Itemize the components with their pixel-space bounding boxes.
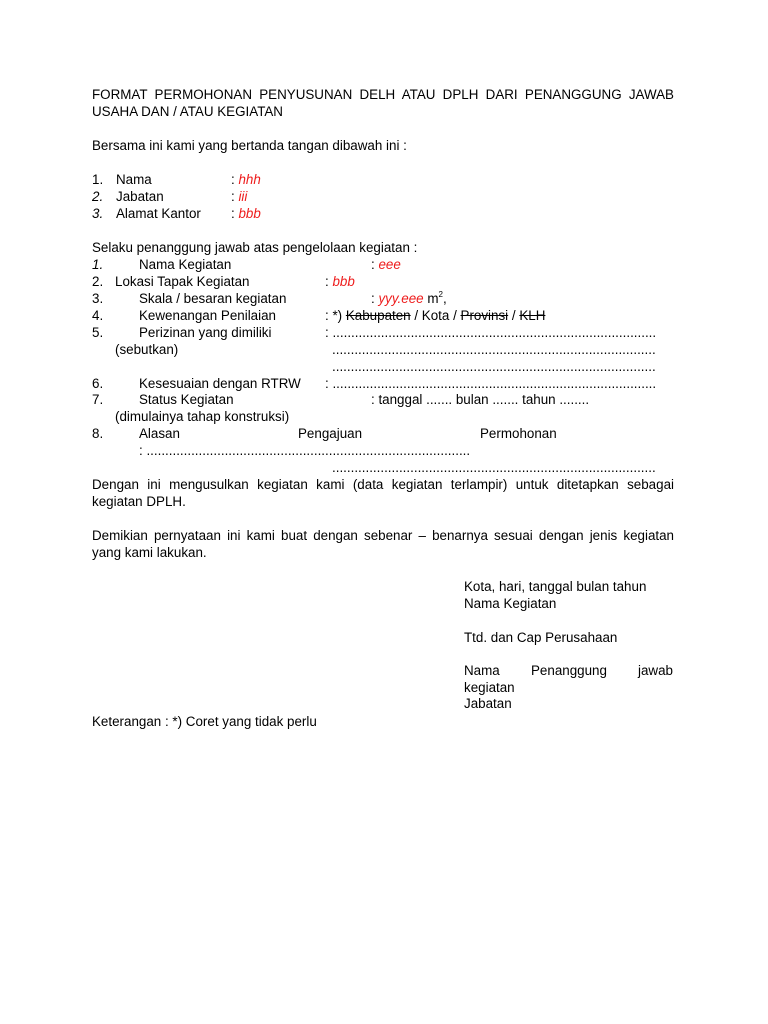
proposal-paragraph-line-1: Dengan ini mengusulkan kegiatan kami (data kegiatan terlampir) untuk ditetapkan sebagai bbox=[92, 477, 674, 492]
signer-item-nama-number: 1. bbox=[92, 172, 104, 187]
activity-item-8-word-2: Pengajuan bbox=[298, 426, 363, 441]
signature-name-line-2: kegiatan bbox=[464, 680, 515, 695]
signature-place-date: Kota, hari, tanggal bulan tahun bbox=[464, 579, 647, 594]
document-title-line-2: USAHA DAN / ATAU KEGIATAN bbox=[92, 104, 283, 119]
activity-item-5-label: Perizinan yang dimiliki bbox=[139, 325, 272, 340]
activity-item-6-label: Kesesuaian dengan RTRW bbox=[139, 376, 301, 391]
option-klh-struck: KLH bbox=[519, 308, 546, 323]
activity-item-3-label: Skala / besaran kegiatan bbox=[139, 291, 287, 306]
activity-item-8-word-1: Alasan bbox=[139, 426, 180, 441]
activity-item-5-number: 5. bbox=[92, 325, 104, 340]
activity-item-5-dots-1: : ....................................................................................... bbox=[325, 325, 657, 340]
signer-item-jabatan-value: : iii bbox=[231, 189, 248, 204]
activity-item-1-label: Nama Kegiatan bbox=[139, 257, 232, 272]
activity-intro-text: Selaku penanggung jawab atas pengelolaan kegiatan : bbox=[92, 240, 418, 255]
option-kabupaten-struck: Kabupaten bbox=[345, 308, 411, 323]
signer-item-nama-label: Nama bbox=[116, 172, 152, 187]
activity-item-4-number: 4. bbox=[92, 308, 104, 323]
proposal-paragraph-line-2: kegiatan DPLH. bbox=[92, 494, 186, 509]
signer-item-alamat-value: : bbb bbox=[231, 206, 261, 221]
closing-paragraph-line-1: Demikian pernyataan ini kami buat dengan sebenar – benarnya sesuai dengan jenis kegiatan bbox=[92, 528, 674, 543]
signature-name-word-2: Penanggung bbox=[531, 663, 607, 678]
signature-name-word-3: jawab bbox=[638, 663, 673, 678]
activity-item-8-number: 8. bbox=[92, 426, 104, 441]
signer-item-alamat-number: 3. bbox=[92, 206, 104, 221]
activity-item-3-value: : yyy.eee $m^2$, bbox=[371, 290, 447, 306]
activity-item-6-dots: : ....................................................................................... bbox=[325, 376, 657, 391]
activity-item-2-label: Lokasi Tapak Kegiatan bbox=[115, 274, 250, 289]
activity-item-7-number: 7. bbox=[92, 392, 104, 407]
document-title-line-1: FORMAT PERMOHONAN PENYUSUNAN DELH ATAU DPLH DARI PENANGGUNG JAWAB bbox=[92, 87, 674, 102]
signer-item-nama-value: : hhh bbox=[231, 172, 261, 187]
signer-item-jabatan-number: 2. bbox=[92, 189, 104, 204]
signer-item-jabatan-label: Jabatan bbox=[116, 189, 164, 204]
option-provinsi-struck: Provinsi bbox=[460, 308, 509, 323]
activity-item-5-dots-3: ....................................................................................... bbox=[332, 359, 656, 374]
intro-text: Bersama ini kami yang bertanda tangan dibawah ini : bbox=[92, 138, 407, 153]
activity-item-4-value: : *) Kabupaten / Kota / Provinsi / KLH bbox=[325, 308, 546, 323]
activity-item-1-number: 1. bbox=[92, 257, 104, 272]
activity-item-7-value: : tanggal ....... bulan ....... tahun ........ bbox=[371, 392, 590, 407]
activity-item-4-label: Kewenangan Penilaian bbox=[139, 308, 276, 323]
activity-item-6-number: 6. bbox=[92, 376, 104, 391]
activity-item-8-dots-2: ....................................................................................... bbox=[332, 460, 656, 475]
signature-name-word-1: Nama bbox=[464, 663, 500, 678]
activity-item-7-sublabel: (dimulainya tahap konstruksi) bbox=[115, 409, 290, 424]
activity-item-5-sublabel: (sebutkan) bbox=[115, 342, 179, 357]
activity-item-2-number: 2. bbox=[92, 274, 104, 289]
activity-item-1-value: : eee bbox=[371, 257, 401, 272]
activity-item-8-dots-1: : ....................................................................................... bbox=[139, 443, 471, 458]
activity-item-7-label: Status Kegiatan bbox=[139, 392, 234, 407]
activity-item-3-number: 3. bbox=[92, 291, 104, 306]
signature-activity-name: Nama Kegiatan bbox=[464, 596, 557, 611]
signature-position: Jabatan bbox=[464, 696, 512, 711]
footnote: Keterangan : *) Coret yang tidak perlu bbox=[92, 714, 317, 729]
closing-paragraph-line-2: yang kami lakukan. bbox=[92, 545, 207, 560]
activity-item-8-word-3: Permohonan bbox=[480, 426, 557, 441]
activity-item-5-dots-2: ....................................................................................... bbox=[332, 342, 656, 357]
signer-item-alamat-label: Alamat Kantor bbox=[116, 206, 201, 221]
activity-item-2-value: : bbb bbox=[325, 274, 355, 289]
signature-stamp-text: Ttd. dan Cap Perusahaan bbox=[464, 630, 618, 645]
